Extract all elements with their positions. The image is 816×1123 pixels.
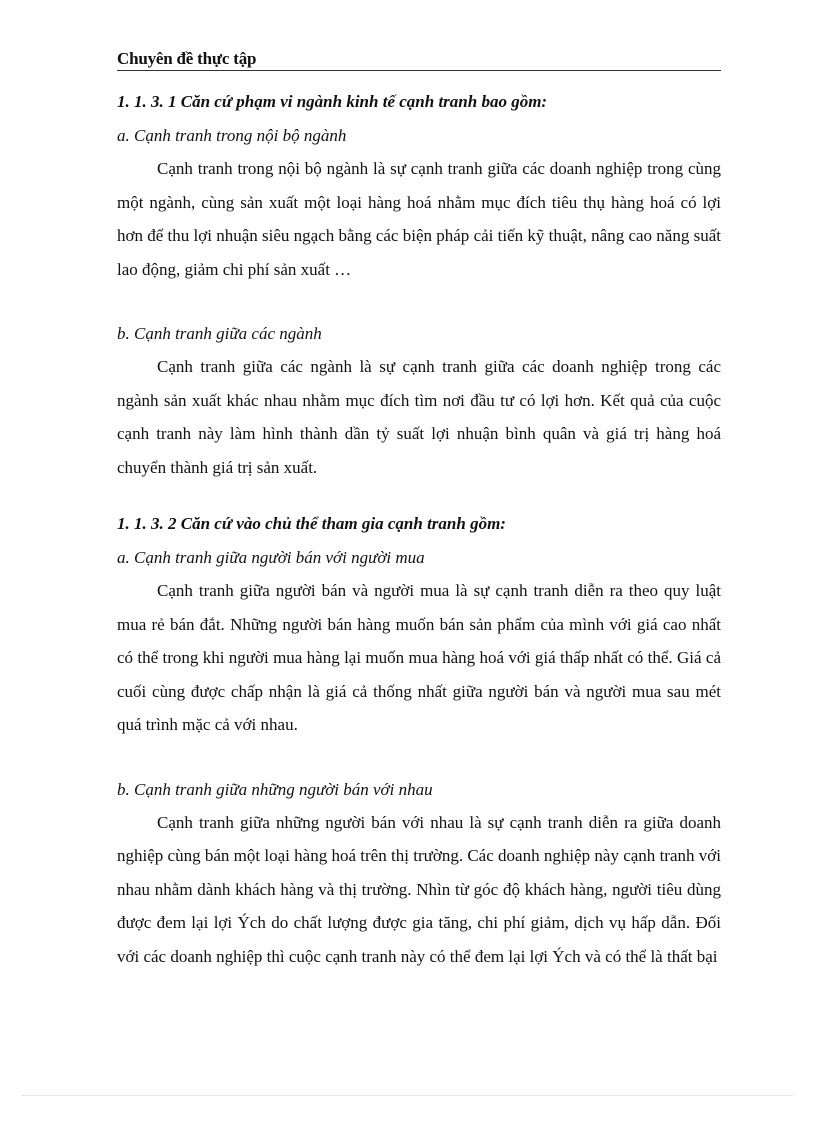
page-header xyxy=(117,48,721,71)
paragraph-2a: Cạnh tranh giữa người bán và người mua là sự cạnh tranh diễn ra theo quy luật mua rẻ bán đắt. Những người bán hàng muốn bán sản phẩm của mình với giá cao nhất có thể trong khi người mua hàng lại muốn mua hàng hoá với giá thấp nhất có thể. Giá cả cuối cùng được chấp nhận là giá cả thống nhất giữa người bán và người mua sau mét quá trình mặc cả với nhau. xyxy=(117,581,721,734)
page-bottom-rule xyxy=(22,1095,794,1096)
subsection-heading-2b: b. Cạnh tranh giữa những người bán với nhau xyxy=(117,779,433,799)
paragraph-1b: Cạnh tranh giữa các ngành là sự cạnh tranh giữa các doanh nghiệp trong các ngành sản xuất khác nhau nhằm mục đích tìm nơi đầu tư có lợi hơn. Kết quả của cuộc cạnh tranh này làm hình thành dần tỷ suất lợi nhuận bình quân và giá trị hàng hoá chuyển thành giá trị sản xuất. xyxy=(117,357,721,477)
paragraph-2b: Cạnh tranh giữa những người bán với nhau là sự cạnh tranh diễn ra giữa doanh nghiệp cùng bán một loại hàng hoá trên thị trường. Các doanh nghiệp này cạnh tranh với nhau nhằm dành khách hàng và thị trường. Nhìn từ góc độ khách hàng, người tiêu dùng được đem lại lợi Ých do chất lượng được gia tăng, chi phí giảm, dịch vụ hấp dẫn. Đối với các doanh nghiệp thì cuộc cạnh tranh này có thể đem lại lợi Ých và có thể là thất bại xyxy=(117,812,721,966)
document-title: Chuyên đề thực tập xyxy=(117,49,257,68)
section-heading-2: 1. 1. 3. 2 Căn cứ vào chủ thể tham gia cạnh tranh gồm: xyxy=(117,514,506,533)
section-heading-1: 1. 1. 3. 1 Căn cứ phạm vi ngành kinh tế cạnh tranh bao gồm: xyxy=(117,92,548,111)
paragraph-1a: Cạnh tranh trong nội bộ ngành là sự cạnh tranh giữa các doanh nghiệp trong cùng một ngành, cùng sản xuất một loại hàng hoá nhằm mục đích tiêu thụ hàng hoá có lợi hơn để thu lợi nhuận siêu ngạch bằng các biện pháp cải tiến kỹ thuật, nâng cao năng suất lao động, giảm chi phí sản xuất … xyxy=(117,159,721,279)
subsection-heading-2a: a. Cạnh tranh giữa người bán với người mua xyxy=(117,548,425,567)
document-body xyxy=(117,92,721,973)
subsection-heading-1b: b. Cạnh tranh giữa các ngành xyxy=(117,324,322,343)
subsection-heading-1a: a. Cạnh tranh trong nội bộ ngành xyxy=(117,126,347,145)
